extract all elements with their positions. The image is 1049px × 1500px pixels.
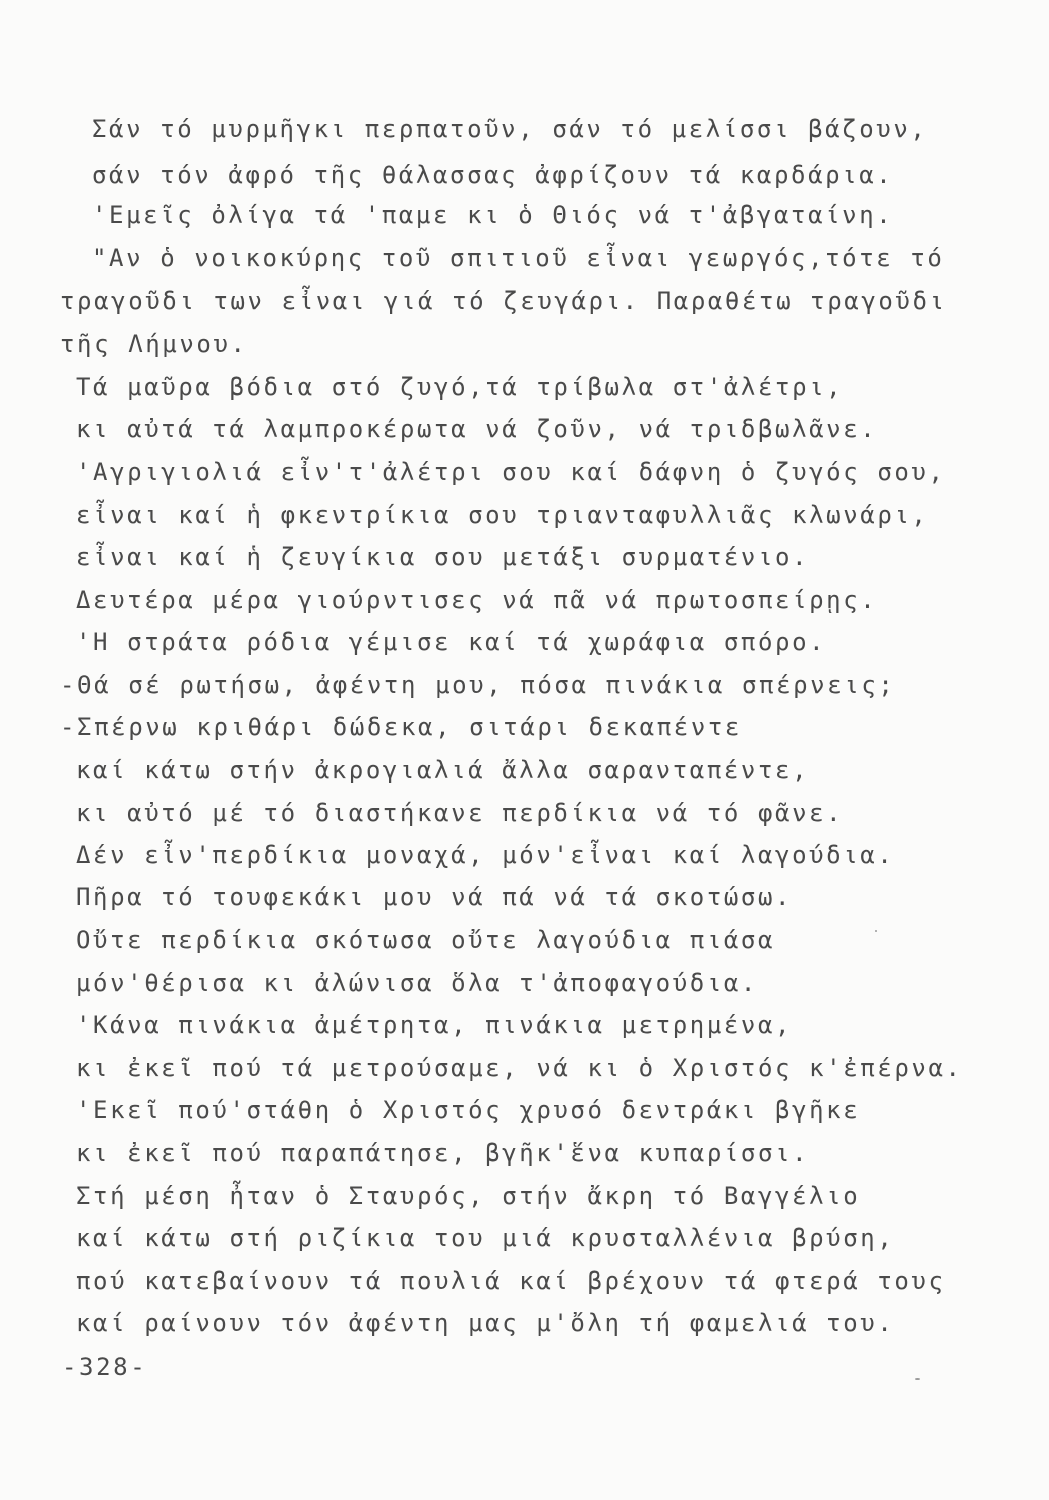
text-line: 'Κάνα πινάκια ἀμέτρητα, πινάκια μετρημένα, xyxy=(76,1011,793,1039)
text-line: "Αν ὁ νοικοκύρης τοῦ σπιτιοῦ εἶναι γεωργός,τότε τό xyxy=(92,244,945,272)
text-line: 'Αγριγιολιά εἶν'τ'ἀλέτρι σου καί δάφνη ὁ ζυγός σου, xyxy=(76,458,946,486)
text-line: Δευτέρα μέρα γιούρντισες νά πᾶ νά πρωτοσπείρῃς. xyxy=(76,586,878,614)
text-line: κι αὐτό μέ τό διαστήκανε περδίκια νά τό φᾶνε. xyxy=(76,799,844,827)
text-line: 'Εκεῖ πού'στάθη ὁ Χριστός χρυσό δεντράκι βγῆκε xyxy=(76,1096,861,1124)
text-line: Στή μέση ἦταν ὁ Σταυρός, στήν ἄκρη τό Βαγγέλιο xyxy=(76,1182,861,1210)
text-line: 'Εμεῖς ὀλίγα τά 'παμε κι ὁ Θιός νά τ'ἀβγαταίνη. xyxy=(92,201,894,229)
text-line: καί κάτω στή ριζίκια του μιά κρυσταλλένια βρύση, xyxy=(76,1224,895,1252)
text-line: Σάν τό μυρμῆγκι περπατοῦν, σάν τό μελίσσι βάζουν, xyxy=(92,115,928,143)
text-line: τῆς Λήμνου. xyxy=(60,330,248,358)
text-line: μόν'θέρισα κι ἀλώνισα ὅλα τ'ἀποφαγούδια. xyxy=(76,969,758,997)
text-line: καί ραίνουν τόν ἀφέντη μας μ'ὄλη τή φαμελιά του. xyxy=(76,1309,895,1337)
text-line: κι αὐτά τά λαμπροκέρωτα νά ζοῦν, νά τριδβωλᾶνε. xyxy=(76,415,878,443)
page-number: -328- xyxy=(62,1353,148,1381)
text-line: εἶναι καί ἡ φκεντρίκια σου τριανταφυλλιᾶς κλωνάρι, xyxy=(76,501,929,529)
text-line: εἶναι καί ἡ ζευγίκια σου μετάξι συρματένιο. xyxy=(76,543,810,571)
text-line: Πῆρα τό τουφεκάκι μου νά πά νά τά σκοτώσω. xyxy=(76,883,793,911)
text-line: καί κάτω στήν ἀκρογιαλιά ἄλλα σαρανταπέντε, xyxy=(76,756,810,784)
paper-speck xyxy=(915,1378,920,1380)
text-line: τραγοῦδι των εἶναι γιά τό ζευγάρι. Παραθέτω τραγοῦδι xyxy=(60,287,947,315)
paper-speck xyxy=(875,930,877,932)
text-line: κι ἐκεῖ πού παραπάτησε, βγῆκ'ἕνα κυπαρίσσι. xyxy=(76,1139,810,1167)
text-line: 'Η στράτα ρόδια γέμισε καί τά χωράφια σπόρο. xyxy=(76,628,827,656)
text-line: Τά μαῦρα βόδια στό ζυγό,τά τρίβωλα στ'ἀλέτρι, xyxy=(76,373,844,401)
text-line: -Σπέρνω κριθάρι δώδεκα, σιτάρι δεκαπέντε xyxy=(60,713,742,741)
text-line: -Θά σέ ρωτήσω, ἀφέντη μου, πόσα πινάκια σπέρνεις; xyxy=(60,671,896,699)
text-line: Οὔτε περδίκια σκότωσα οὔτε λαγούδια πιάσα xyxy=(76,926,776,954)
text-line: σάν τόν ἀφρό τῆς θάλασσας ἀφρίζουν τά καρδάρια. xyxy=(92,161,894,189)
text-line: πού κατεβαίνουν τά πουλιά καί βρέχουν τά φτερά τους xyxy=(76,1267,946,1295)
text-line: κι ἐκεῖ πού τά μετρούσαμε, νά κι ὁ Χριστός κ'ἐπέρνα. xyxy=(76,1054,963,1082)
text-line: Δέν εἶν'περδίκια μοναχά, μόν'εἶναι καί λαγούδια. xyxy=(76,841,895,869)
